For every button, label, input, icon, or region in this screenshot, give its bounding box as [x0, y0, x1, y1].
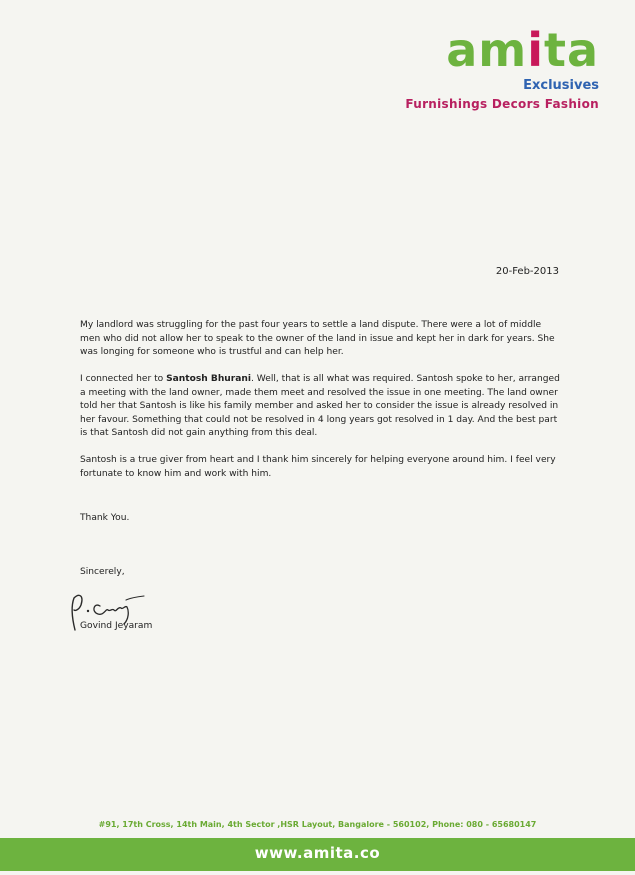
paragraph-2-lead: I connected her to — [80, 374, 167, 384]
website-link[interactable]: www.amita.co — [254, 844, 381, 862]
footer-address: #91, 17th Cross, 14th Main, 4th Sector ,HSR Layout, Bangalore - 560102, Phone: 080 - 65680147 — [98, 820, 537, 829]
signer-name: Govind Jeyaram — [80, 621, 153, 631]
logo-categories: Furnishings Decors Fashion — [405, 97, 599, 111]
paragraph-2 — [80, 373, 562, 441]
logo-tagline: Exclusives — [523, 78, 599, 93]
footer-bar — [0, 838, 635, 871]
company-logo — [359, 23, 599, 111]
letter-body — [80, 319, 562, 495]
logo-wordmark — [359, 23, 599, 77]
paragraph-2-rest: . Well, that is all what was required. Santosh spoke to her, arranged a meeting with the land owner, made them meet and resolved the issue in one meeting. The land owner told her that Santosh is like his family member and asked her to consider the issue is already resolved in her favour. Something that could not be resolved in 4 long years got resolved in 1 day. And the best part is that Santosh did not gain anything from this deal. — [80, 374, 560, 438]
paragraph-1: My landlord was struggling for the past four years to settle a land dispute. There were a lot of middle men who did not allow her to speak to the owner of the land in issue and kept her in dark for years. She was longing for someone who is trustful and can help her. — [80, 320, 555, 357]
closing-line: Sincerely, — [80, 567, 125, 577]
highlighted-name: Santosh Bhurani — [166, 374, 251, 384]
logo-wordmark-suffix: ta — [543, 23, 599, 77]
thanks-line: Thank You. — [80, 513, 130, 523]
logo-wordmark-i: i — [527, 23, 544, 77]
letter-date: 20-Feb-2013 — [495, 266, 559, 277]
paragraph-3: Santosh is a true giver from heart and I thank him sincerely for helping everyone around him. I feel very fortunate to know him and work with him. — [80, 455, 556, 479]
logo-wordmark-prefix: am — [446, 23, 528, 77]
